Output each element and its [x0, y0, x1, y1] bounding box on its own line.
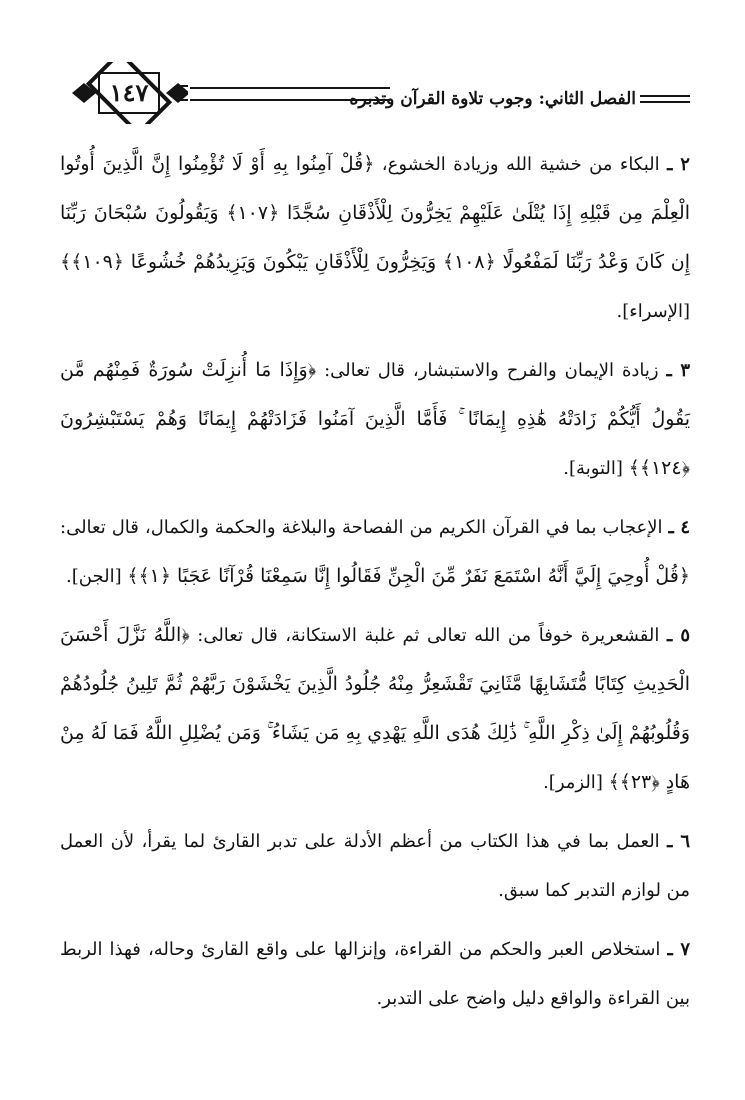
item-text: البكاء من خشية الله وزيادة الخشوع،	[381, 154, 660, 175]
item-text: زيادة الإيمان والفرح والاستبشار، قال تعالى:	[324, 360, 659, 381]
item-text: الإعجاب بما في القرآن الكريم من الفصاحة والبلاغة والحكمة والكمال، قال تعالى:	[60, 517, 663, 538]
title-rule-bottom	[640, 101, 690, 103]
paragraph-3	[60, 346, 690, 493]
surah-reference: [الجن].	[66, 566, 122, 587]
paragraph-5	[60, 611, 690, 807]
paragraph-2	[60, 140, 690, 336]
item-text: استخلاص العبر والحكم من القراءة، وإنزالها على واقع القارئ وحاله، فهذا الربط بين القراءة والواقع دليل واضح على التدبر.	[60, 939, 690, 1009]
paragraph-7	[60, 925, 690, 1023]
paragraph-6	[60, 817, 690, 915]
quran-verse: ﴿اللَّهُ نَزَّلَ أَحْسَنَ الْحَدِيثِ كِتَابًا مُّتَشَابِهًا مَّثَانِيَ تَقْشَعِرُّ مِنْهُ جُلُودُ الَّذِينَ يَخْشَوْنَ رَبَّهُمْ ثُمَّ تَلِينُ جُلُودُهُمْ وَقُلُوبُهُمْ إِلَىٰ ذِكْرِ اللَّهِ ۚ ذَٰلِكَ هُدَى اللَّهِ يَهْدِي بِهِ مَن يَشَاءُ ۚ وَمَن يُضْلِلِ اللَّهُ فَمَا لَهُ مِنْ هَادٍ ﴿٢٣﴾﴾	[60, 624, 690, 793]
quran-verse: ﴿وَإِذَا مَا أُنزِلَتْ سُورَةٌ فَمِنْهُم مَّن يَقُولُ أَيُّكُمْ زَادَتْهُ هَٰذِهِ إِيمَانًا ۚ فَأَمَّا الَّذِينَ آمَنُوا فَزَادَتْهُمْ إِيمَانًا وَهُمْ يَسْتَبْشِرُونَ ﴿١٢٤﴾﴾	[60, 359, 690, 479]
chapter-title: الفصل الثاني: وجوب تلاوة القرآن وتدبره	[349, 89, 636, 109]
item-number: ٥ ـ	[666, 625, 690, 646]
item-text: القشعريرة خوفاً من الله تعالى ثم غلبة الاستكانة، قال تعالى:	[197, 625, 660, 646]
surah-reference: [التوبة].	[563, 458, 623, 479]
quran-verse: ﴿قُلْ أُوحِيَ إِلَيَّ أَنَّهُ اسْتَمَعَ نَفَرٌ مِّنَ الْجِنِّ فَقَالُوا إِنَّا سَمِعْنَا قُرْآنًا عَجَبًا ﴿١﴾﴾	[127, 565, 690, 587]
page-number: ١٤٧	[109, 77, 149, 107]
page-body	[60, 140, 690, 1033]
page-header	[70, 62, 690, 124]
surah-reference: [الإسراء].	[616, 301, 690, 322]
item-number: ٢ ـ	[667, 154, 690, 175]
paragraph-4	[60, 503, 690, 601]
item-number: ٣ ـ	[666, 360, 690, 381]
item-number: ٤ ـ	[668, 517, 690, 538]
item-number: ٧ ـ	[667, 939, 690, 960]
quran-verse: ﴿قُلْ آمِنُوا بِهِ أَوْ لَا تُؤْمِنُوا إِنَّ الَّذِينَ أُوتُوا الْعِلْمَ مِن قَبْلِهِ إِذَا يُتْلَىٰ عَلَيْهِمْ يَخِرُّونَ لِلْأَذْقَانِ سُجَّدًا ﴿١٠٧﴾ وَيَقُولُونَ سُبْحَانَ رَبِّنَا إِن كَانَ وَعْدُ رَبِّنَا لَمَفْعُولًا ﴿١٠٨﴾ وَيَخِرُّونَ لِلْأَذْقَانِ يَبْكُونَ وَيَزِيدُهُمْ خُشُوعًا ﴿١٠٩﴾﴾	[60, 153, 690, 273]
item-number: ٦ ـ	[667, 831, 690, 852]
surah-reference: [الزمر].	[543, 772, 603, 793]
item-text: العمل بما في هذا الكتاب من أعظم الأدلة على تدبر القارئ لما يقرأ، لأن العمل من لوازم التدبر كما سبق.	[60, 831, 690, 901]
title-rule-top	[640, 95, 690, 97]
